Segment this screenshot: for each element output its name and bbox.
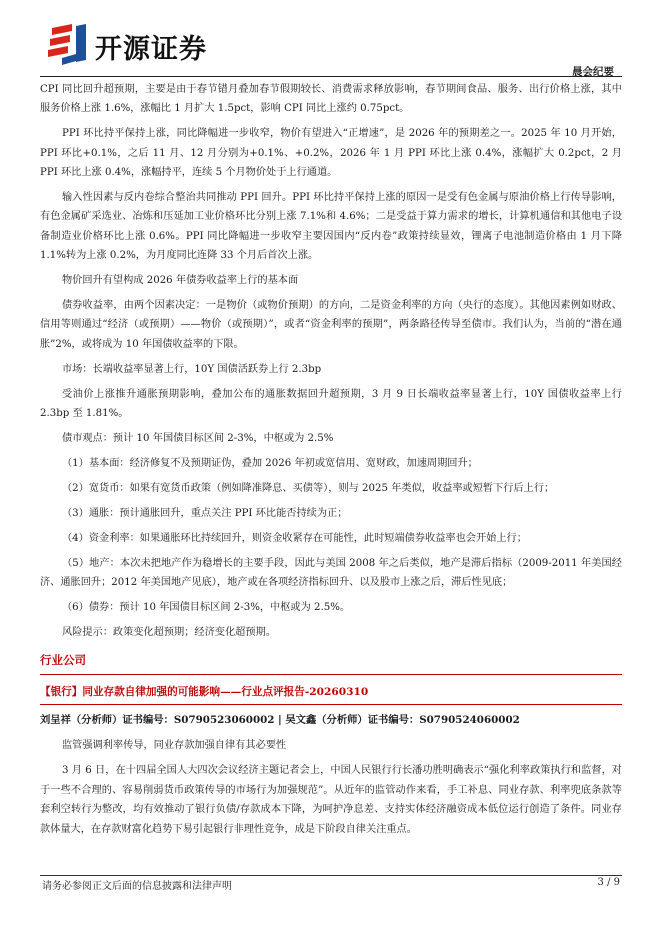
company-logo (46, 22, 256, 66)
paragraph-drivers: 输入性因素与反内卷综合整治共同推动 PPI 回升。PPI 环比持平保持上涨的原因一是受有色金属与原油价格上行传导影响，有色金属矿采选业、冶炼和压延加工业价格环比分别上涨 7.1%和 4.6%；二是受益于算力需求的增长，计算机通信和其他电子设备制造业价格环比上涨 0.6%。PPI 同比降幅进一步收窄主要因国内“反内卷”政策持续显效，锂离子电池制造价格由 1 月下降 1.1%转为上涨 0.2%，为月度同比连降 33 个月后首次上涨。 (40, 192, 623, 262)
risk-warning: 风险提示：政策变化超预期；经济变化超预期。 (62, 626, 276, 638)
page-number: 3 / 9 (597, 877, 620, 888)
list-item-property: （5）地产：本次未把地产作为稳增长的主要手段，因此与美国 2008 年之后类似，地产是滞后指标（2009-2011 年美国经济、通胀回升；2012 年美国地产见底），地产或在各项经济指标回升、以及股市上涨之后，滞后性见底； (40, 557, 622, 588)
list-item-fundamentals: （1）基本面：经济修复不及预期证伪，叠加 2026 年初或宽信用、宽财政，加速周期回升； (62, 457, 478, 469)
paragraph-yield-factors: 债券收益率，由两个因素决定：一是物价（或物价预期）的方向，二是资金利率的方向（央行的态度）。其他因素例如财政、信用等则通过“经济（或预期）——物价（或预期）”，或者“资金利率的预期”，两条路径传导至债市。我们认为，当前的“潜在通胀”2%，或将成为 10 年国债收益率的下限。 (40, 300, 622, 350)
main-content (40, 80, 622, 839)
header-divider (40, 76, 622, 77)
logo-text: 开源证券 (95, 34, 207, 65)
paragraph-ppi: PPI 环比持平保持上涨，同比降幅进一步收窄，物价有望进入“正增速”，是 2026 年的预期差之一。2025 年 10 月开始，PPI 环比+0.1%，之后 11 月、12 月分别为+0.1%、+0.2%，2026 年 1 月 PPI 环比上涨 0.4%，涨幅扩大 0.2pct，2 月 PPI 环比上涨 0.4%，涨幅持平，连续 5 个月物价处于上行通道。 (40, 128, 622, 179)
list-item-inflation: （3）通胀：预计通胀回升，重点关注 PPI 环比能否持续为正； (62, 507, 348, 519)
report-type-label: 晨会纪要 (572, 66, 614, 78)
logo-mark-icon (46, 22, 92, 66)
section-title: 行业公司 (40, 651, 622, 674)
article-authors: 刘呈祥（分析师）证书编号：S0790523060002 | 吴文鑫（分析师）证书编号：S0790524060002 (40, 713, 520, 726)
paragraph-view-heading: 债市观点：预计 10 年国债目标区间 2-3%，中枢或为 2.5% (62, 433, 334, 444)
paragraph-market: 受油价上涨推升通胀预期影响，叠加公布的通胀数据回升超预期，3 月 9 日长端收益率显著上行，10Y 国债收益率上行 2.3bp 至 1.81%。 (40, 388, 622, 420)
paragraph-cpi: CPI 同比回升超预期，主要是由于春节错月叠加春节假期较长、消费需求释放影响，春节期间食品、服务、出行价格上涨，其中服务价格上涨 1.6%，涨幅比 1 月扩大 1.5pct，影响 CPI 同比上涨约 0.75pct。 (40, 84, 622, 115)
subheading-regulation: 监管强调利率传导，同业存款加强自律有其必要性 (62, 740, 287, 752)
footer-disclaimer: 请务必参阅正文后面的信息披露和法律声明 (42, 881, 232, 892)
footer-divider (40, 875, 622, 876)
list-item-funding-rate: （4）资金利率：如果通胀环比持续回升，则资金收紧存在可能性，此时短端债券收益率也会开始上行； (62, 532, 527, 544)
subheading-outlook: 物价回升有望构成 2026 年债券收益率上行的基本面 (62, 275, 299, 287)
article-title: 【银行】同业存款自律加强的可能影响——行业点评报告-20260310 (40, 683, 622, 705)
list-item-bonds: （6）债券：预计 10 年国债目标区间 2-3%，中枢或为 2.5%。 (62, 601, 351, 613)
list-item-monetary: （2）宽货币：如果有宽货币政策（例如降准降息、买债等），则与 2025 年类似，收益率或短暂下行后上行； (62, 482, 555, 494)
paragraph-regulation: 3 月 6 日，在十四届全国人大四次会议经济主题记者会上，中国人民银行行长潘功胜明确表示“强化利率政策执行和监督，对于一些不合理的、容易削弱货币政策传导的市场行为加强规范”。从近年的监管动作来看，手工补息、同业存款、利率兜底条款等套利空转行为整改，均有效推动了银行负债/存款成本下降，为呵护净息差、支持实体经济融资成本低位运行创造了条件。同业存款体量大，在存款财富化趋势下易引起银行非理性竞争，成是下阶段自律关注重点。 (40, 765, 622, 835)
paragraph-market-heading: 市场：长端收益率显著上行，10Y 国债活跃券上行 2.3bp (62, 363, 322, 375)
